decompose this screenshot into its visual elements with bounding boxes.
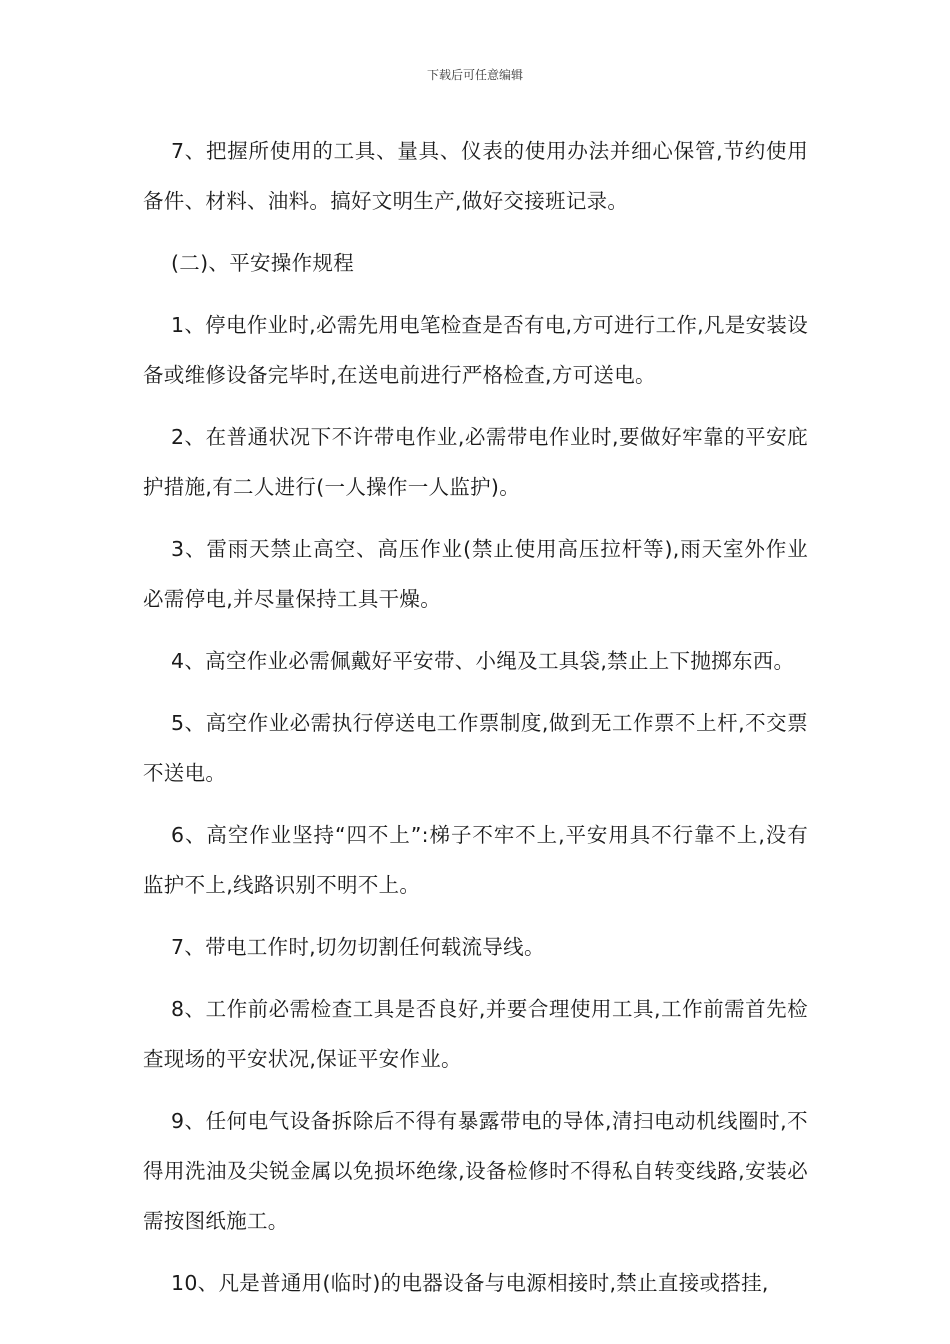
paragraph-rule-10: 10、凡是普通用(临时)的电器设备与电源相接时,禁止直接或搭挂,: [171, 1271, 769, 1295]
document-body: [143, 126, 808, 1320]
page-header: 下载后可任意编辑: [426, 68, 523, 82]
paragraph-rule-6: 6、高空作业坚持“四不上”:梯子不牢不上,平安用具不行靠不上,没有监护不上,线路识别不明不上。: [143, 823, 808, 897]
paragraph-item-7-tools: 7、把握所使用的工具、量具、仪表的使用办法并细心保管,节约使用备件、材料、油料。搞好文明生产,做好交接班记录。: [143, 139, 808, 213]
paragraph-rule-2: 2、在普通状况下不许带电作业,必需带电作业时,要做好牢靠的平安庇护措施,有二人进行(一人操作一人监护)。: [143, 425, 808, 499]
paragraph-rule-3: 3、雷雨天禁止高空、高压作业(禁止使用高压拉杆等),雨天室外作业必需停电,并尽量保持工具干燥。: [143, 537, 808, 611]
paragraph-rule-4: 4、高空作业必需佩戴好平安带、小绳及工具袋,禁止上下抛掷东西。: [171, 649, 795, 673]
paragraph-rule-7: 7、带电工作时,切勿切割任何载流导线。: [171, 935, 545, 959]
paragraph-rule-8: 8、工作前必需检查工具是否良好,并要合理使用工具,工作前需首先检查现场的平安状况,保证平安作业。: [143, 997, 808, 1071]
paragraph-rule-1: 1、停电作业时,必需先用电笔检查是否有电,方可进行工作,凡是安装设备或维修设备完毕时,在送电前进行严格检查,方可送电。: [143, 313, 808, 387]
paragraph-rule-5: 5、高空作业必需执行停送电工作票制度,做到无工作票不上杆,不交票不送电。: [143, 711, 808, 785]
paragraph-rule-9: 9、任何电气设备拆除后不得有暴露带电的导体,清扫电动机线圈时,不得用洗油及尖锐金属以免损坏绝缘,设备检修时不得私自转变线路,安装必需按图纸施工。: [143, 1109, 808, 1233]
section-heading: (二)、平安操作规程: [171, 251, 354, 275]
